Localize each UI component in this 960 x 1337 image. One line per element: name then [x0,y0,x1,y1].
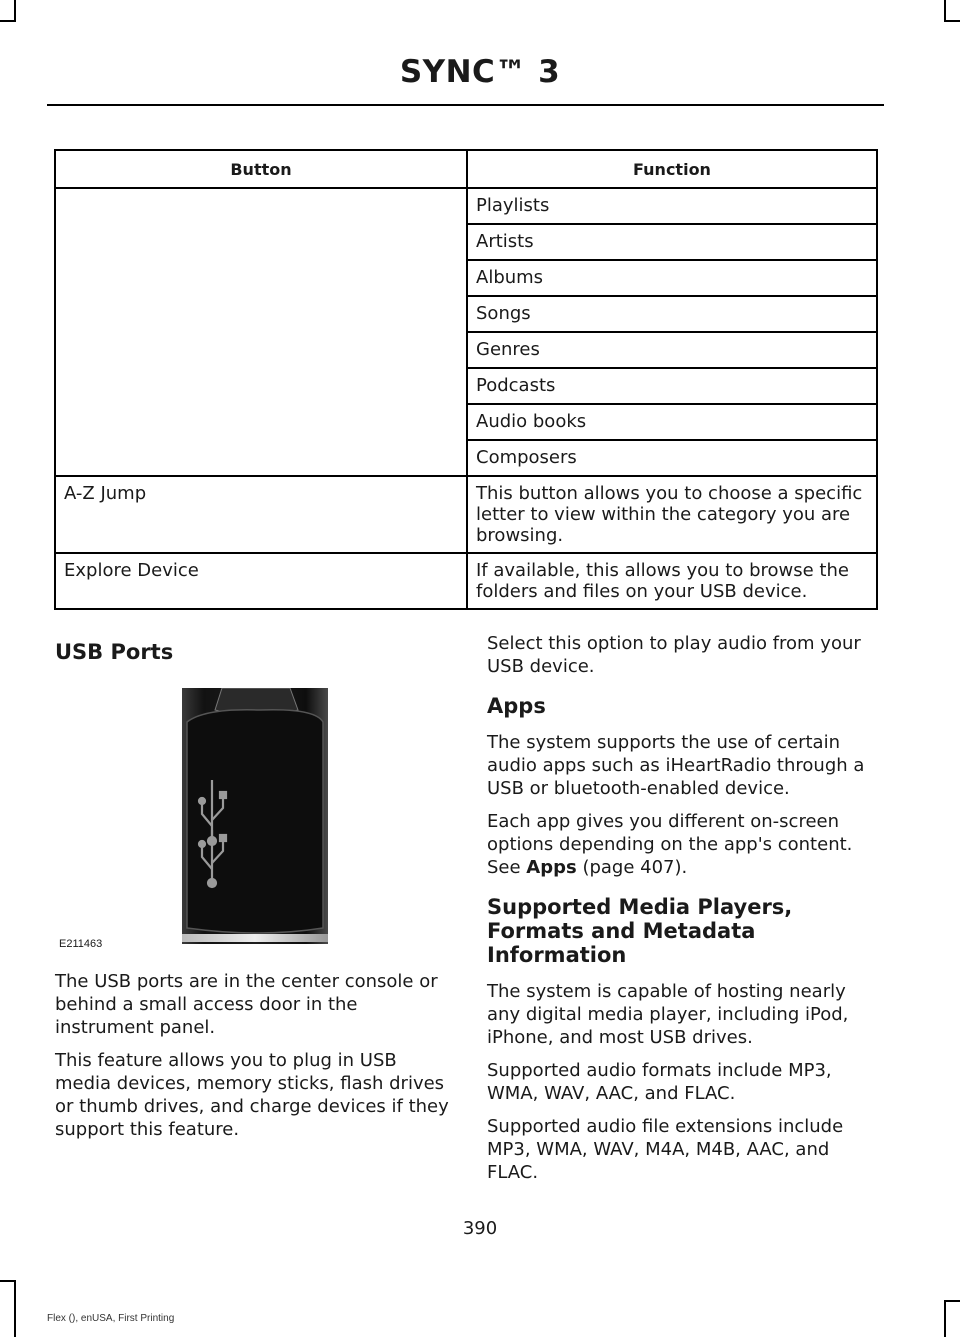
page-title: SYNC™ 3 [399,54,561,90]
usb-ports-figure [55,688,451,956]
usb-text [55,970,455,1141]
category-item: Composers [467,440,877,476]
usb-ports-heading: USB Ports [55,640,174,664]
apps-para-1: The system supports the use of certain audio apps such as iHeartRadio through a USB or bluetooth-enabled device. [487,732,865,799]
figure-label: E211463 [59,938,103,950]
left-column [55,640,455,664]
apps-para-2-end: (page 407). [576,857,688,878]
header-divider [47,104,884,106]
media-para-2: Supported audio formats include MP3, WMA, WAV, AAC, and FLAC. [487,1060,832,1104]
category-item: Genres [467,332,877,368]
header-button: Button [55,150,467,188]
intro-para: Select this option to play audio from your USB device. [487,633,861,677]
page-number: 390 [462,1218,498,1239]
category-item: Albums [467,260,877,296]
button-function-table [54,149,878,610]
apps-para-2-start: Each app gives you different on-screen options depending on the app's content. See [487,811,853,878]
crop-mark [0,1280,16,1282]
button-cell: A-Z Jump [55,476,467,553]
usb-para-2: This feature allows you to plug in USB media devices, memory sticks, flash drives or thumb drives, and charge devices if they support this feature. [55,1050,449,1140]
category-item: Artists [467,224,877,260]
media-para-1: The system is capable of hosting nearly any digital media player, including iPod, iPhone, and most USB drives. [487,981,849,1048]
crop-mark [944,1300,960,1302]
crop-mark [944,20,960,22]
empty-button-cell [55,188,467,476]
footer-text: Flex (), enUSA, First Printing [47,1313,175,1324]
usb-para-1: The USB ports are in the center console or behind a small access door in the instrument panel. [55,971,438,1038]
function-cell: This button allows you to choose a specific letter to view within the category you are browsing. [467,476,877,553]
category-item: Playlists [467,188,877,224]
media-para-3: Supported audio file extensions include MP3, WMA, WAV, M4A, M4B, AAC, and FLAC. [487,1116,844,1183]
header-function: Function [467,150,877,188]
usb-port-illustration [55,688,451,956]
category-item: Audio books [467,404,877,440]
crop-mark [0,20,16,22]
media-heading: Supported Media Players, Formats and Metadata Information [487,895,793,967]
right-column [487,632,882,1184]
apps-heading: Apps [487,694,546,718]
crop-mark [944,1300,946,1337]
function-cell: If available, this allows you to browse the folders and files on your USB device. [467,553,877,609]
crop-mark [14,0,16,22]
category-item: Songs [467,296,877,332]
crop-mark [14,1280,16,1337]
apps-para-2 [487,810,882,879]
category-item: Podcasts [467,368,877,404]
button-cell: Explore Device [55,553,467,609]
apps-page-link[interactable]: Apps [526,857,577,878]
crop-mark [944,0,946,22]
